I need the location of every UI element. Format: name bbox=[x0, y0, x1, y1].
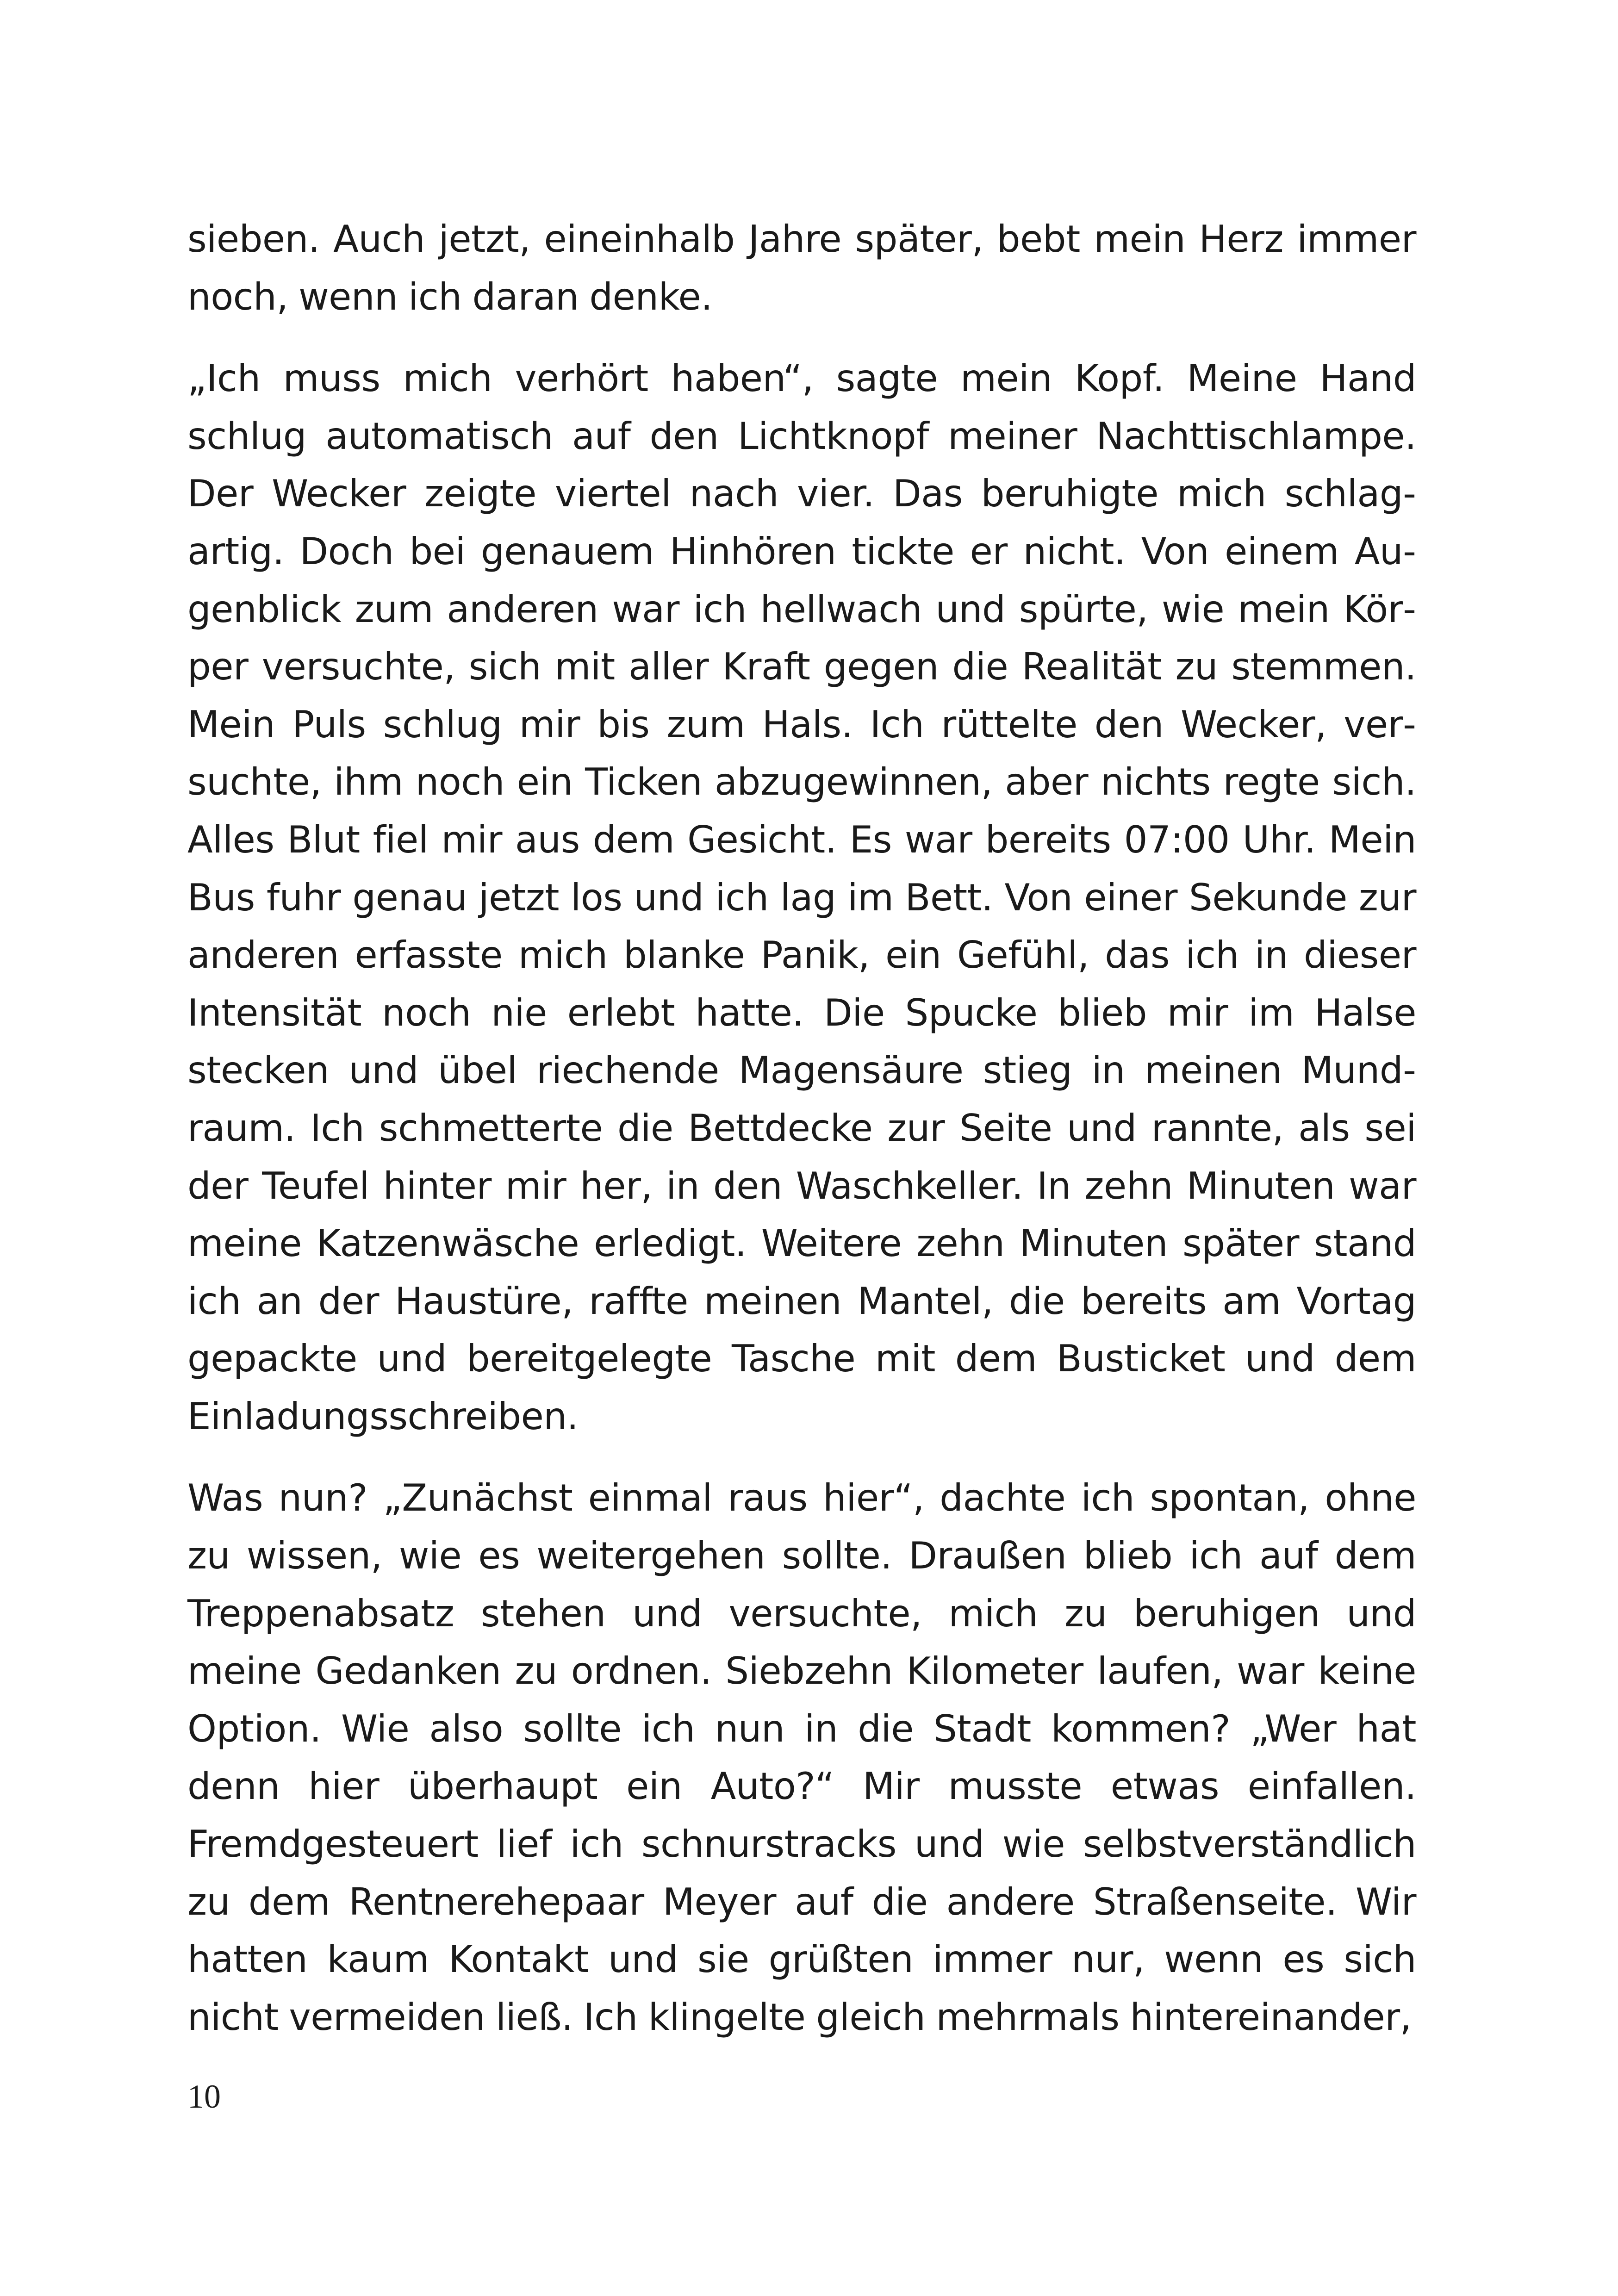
paragraph-1: sieben. Auch jetzt, eineinhalb Jahre später, bebt mein Herz immer noch, wenn ich daran denke. bbox=[187, 218, 1416, 318]
paragraph-3: Was nun? „Zunächst einmal raus hier“, dachte ich spontan, ohne zu wissen, wie es weitergehen sollte. Draußen blieb ich auf dem Treppenabsatz stehen und versuchte, mich zu beruhigen und meine Gedanken zu ordnen. Siebzehn Kilometer laufen, war keine Option. Wie also sollte ich nun in die Stadt kommen? „Wer hat denn hier überhaupt ein Auto?“ Mir musste etwas einfallen. Fremdgesteuert lief ich schnurstracks und wie selbstverständlich zu dem Rentnerehepaar Meyer auf die andere Straßenseite. Wir hatten kaum Kontakt und sie grüßten immer nur, wenn es sich nicht vermeiden ließ. Ich klingelte gleich mehrmals hintereinander, bbox=[187, 1476, 1416, 2039]
paragraph-2: „Ich muss mich verhört haben“, sagte mein Kopf. Meine Hand schlug automatisch auf den Lichtknopf meiner Nachttischlampe. Der Wecker zeigte viertel nach vier. Das beruhigte mich schlagartig. Doch bei genauem Hinhören tickte er nicht. Von einem Augenblick zum anderen war ich hellwach und spürte, wie mein Körper versuchte, sich mit aller Kraft gegen die Realität zu stemmen. Mein Puls schlug mir bis zum Hals. Ich rüttelte den Wecker, versuchte, ihm noch ein Ticken abzugewinnen, aber nichts regte sich. Alles Blut fiel mir aus dem Gesicht. Es war bereits 07:00 Uhr. Mein Bus fuhr genau jetzt los und ich lag im Bett. Von einer Sekunde zur anderen erfasste mich blanke Panik, ein Gefühl, das ich in dieser Intensität noch nie erlebt hatte. Die Spucke blieb mir im Halse stecken und übel riechende Magensäure stieg in meinen Mundraum. Ich schmetterte die Bettdecke zur Seite und rannte, als sei der Teufel hinter mir her, in den Waschkeller. In zehn Minuten war meine Katzenwäsche erledigt. Weitere zehn Minuten später stand ich an der Haustüre, raffte meinen Mantel, die bereits am Vortag gepackte und bereitgelegte Tasche mit dem Busticket und dem Einladungsschreiben. bbox=[187, 357, 1416, 1438]
page-number: 10 bbox=[187, 2078, 221, 2115]
page-text-body bbox=[187, 211, 1416, 2070]
